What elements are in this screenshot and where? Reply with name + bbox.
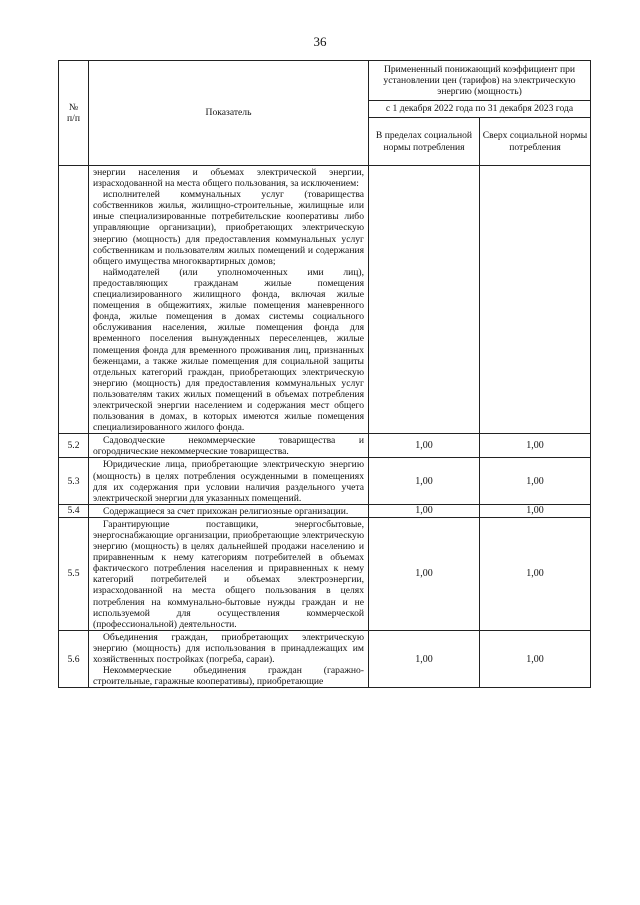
value-within-norm: 1,00 [369,630,480,687]
value-within-norm: 1,00 [369,517,480,630]
indicator-paragraph: исполнителей коммунальных услуг (товарищества собственников жилья, жилищно-строительные, жилищные или иные специализированные потребительские кооперативы либо управляющие организации), приобретающих электрическую энергию (мощность) для предоставления коммунальных услуг собственникам и пользователям жилых помещений и содержания общего имущества многоквартирных домов; [93,189,364,267]
indicator-paragraph: Гарантирующие поставщики, энергосбытовые, энергоснабжающие организации, приобретающие электрическую энергию (мощность) в целях дальнейшей продажи населению и приравненным к нему категориям потребителей в объемах фактического потребления населения и приравненных к нему категорий потребителей и объемах электроэнергии, израсходованной на места общего пользования в целях потребления на коммунально-бытовые нужды граждан и не используемой для осуществления коммерческой (профессиональной) деятельности. [93,518,364,630]
table-row [59,434,591,458]
row-number: 5.4 [59,504,89,517]
header-within-norm [369,118,480,166]
value-within-norm: 1,00 [369,434,480,458]
value-within-norm: 1,00 [369,458,480,504]
value-above-norm [480,166,591,434]
value-above-norm: 1,00 [480,517,591,630]
header-coefficient-label: Примененный понижающий коэффициент при установлении цен (тарифов) на электрическую энергию (мощность) [383,63,576,98]
value-above-norm: 1,00 [480,630,591,687]
header-indicator [89,61,369,166]
row-number: 5.6 [59,630,89,687]
indicator-paragraph: наймодателей (или уполномоченных ими лиц), предоставляющих гражданам жилые помещения специализированного жилищного фонда, включая жилые помещения в общежитиях, жилые помещения маневренного фонда, жилые помещения в домах системы социального обслуживания населения, жилые помещения фонда для временного поселения вынужденных переселенцев, жилые помещения фонда для временного проживания лиц, признанных беженцами, а также жилые помещения для социальной защиты отдельных категорий граждан, приобретающих электрическую энергию (мощность) для предоставления коммунальных услуг пользователям таких жилых помещений в объемах потребления электрической энергии населением и содержания мест общего пользования в домах, в которых имеются жилые помещения специализированного жилого фонда. [93,266,364,434]
value-above-norm: 1,00 [480,434,591,458]
row-indicator [89,434,369,458]
row-number [59,166,89,434]
indicator-paragraph: Юридические лица, приобретающие электрическую энергию (мощность) в целях потребления осужденными в помещениях для их содержания при условии наличия раздельного учета электрической энергии для указанных помещений. [93,459,364,504]
indicator-paragraph: Объединения граждан, приобретающих электрическую энергию (мощность) для использования в принадлежащих им хозяйственных постройках (погреба, сараи). [93,631,364,666]
row-number: 5.3 [59,458,89,504]
header-above-norm [480,118,591,166]
table-row [59,630,591,687]
header-period-label: с 1 декабря 2022 года по 31 декабря 2023 года [385,103,574,115]
row-indicator [89,166,369,434]
value-within-norm: 1,00 [369,504,480,517]
header-coefficient [369,61,591,101]
indicator-paragraph: Некоммерческие объединения граждан (гаражно-строительные, гаражные кооперативы), приобретающие [93,665,364,688]
table-row [59,166,591,434]
header-above-norm-label: Сверх социальной нормы потребления [482,130,588,153]
indicator-paragraph: Содержащиеся за счет прихожан религиозные организации. [103,505,349,517]
table-row [59,458,591,504]
row-indicator [89,630,369,687]
page-number: 36 [313,34,327,49]
table-row [59,504,591,517]
value-above-norm: 1,00 [480,458,591,504]
header-indicator-label: Показатель [205,107,252,119]
row-number: 5.5 [59,517,89,630]
row-indicator [89,504,369,517]
indicator-paragraph: энергии населения и объемах электрической энергии, израсходованной на места общего пользования, за исключением: [93,167,364,190]
header-period [369,101,591,118]
row-indicator [89,458,369,504]
table-row [59,517,591,630]
header-number [59,61,89,166]
indicator-paragraph: Садоводческие некоммерческие товарищества и огороднические некоммерческие товарищества. [93,435,364,458]
row-indicator [89,517,369,630]
header-within-norm-label: В пределах социальной нормы потребления [375,130,473,153]
value-above-norm: 1,00 [480,504,591,517]
header-number-label: № п/п [67,101,80,124]
value-within-norm [369,166,480,434]
coefficient-table [58,60,591,688]
row-number: 5.2 [59,434,89,458]
